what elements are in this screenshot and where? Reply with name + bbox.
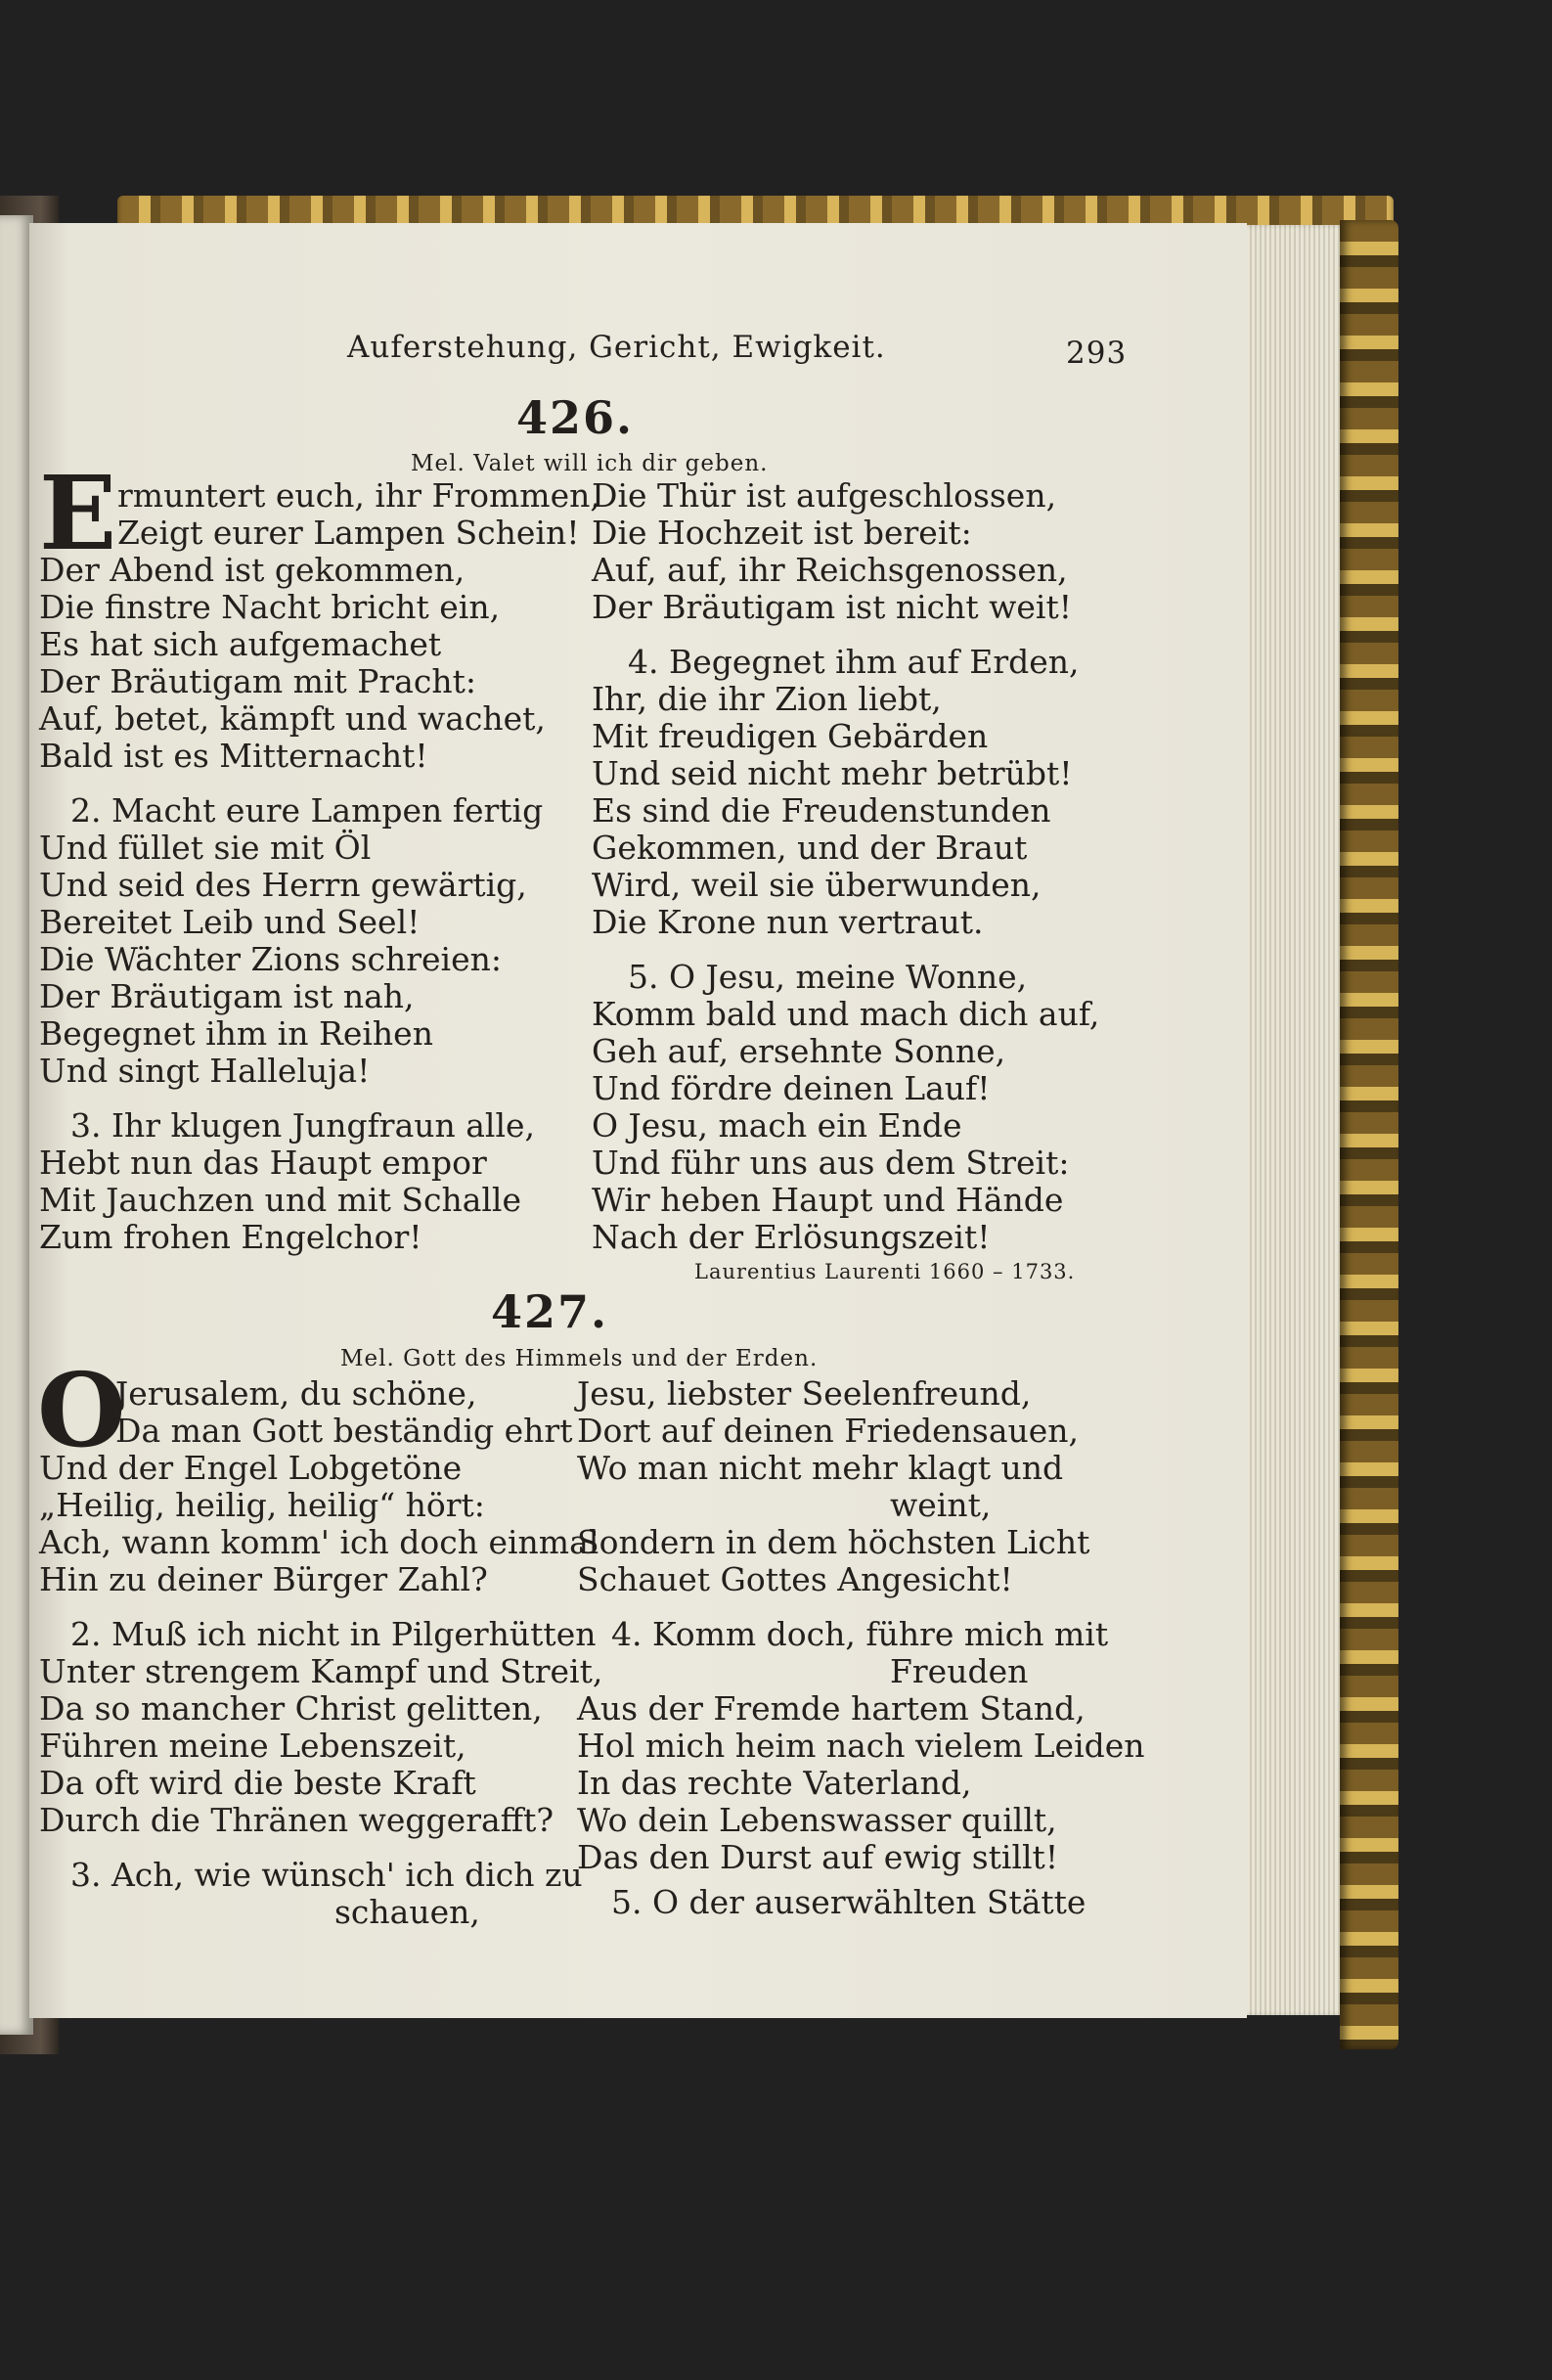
verse-line: In das rechte Vaterland,: [577, 1764, 972, 1802]
verse-line: Die Krone nun vertraut.: [592, 903, 984, 941]
verse-line: Bald ist es Mitternacht!: [39, 737, 428, 775]
verse-line: Und seid des Herrn gewärtig,: [39, 866, 527, 904]
verse-line: Hin zu deiner Bürger Zahl?: [39, 1560, 488, 1598]
running-header: Auferstehung, Gericht, Ewigkeit.: [347, 330, 886, 365]
verse-line: weint,: [890, 1486, 992, 1524]
melody-426: Mel. Valet will ich dir geben.: [411, 451, 769, 476]
hymn-number-427: 427.: [491, 1285, 609, 1338]
verse-line: Zeigt eurer Lampen Schein!: [117, 514, 580, 552]
verse-line: Und fördre deinen Lauf!: [592, 1069, 991, 1107]
verse-line: Gekommen, und der Braut: [592, 829, 1028, 867]
verse-line: Wir heben Haupt und Hände: [592, 1181, 1064, 1219]
verse-line: Der Abend ist gekommen,: [39, 551, 466, 589]
dropcap-426: E: [39, 453, 117, 573]
verse-line: Die Hochzeit ist bereit:: [592, 514, 972, 552]
verse-line: Bereitet Leib und Seel!: [39, 903, 421, 941]
verse-line: Führen meine Lebenszeit,: [39, 1727, 466, 1765]
verse-line: 4. Begegnet ihm auf Erden,: [628, 643, 1080, 681]
verse-line: schauen,: [334, 1893, 480, 1931]
verse-line: Geh auf, ersehnte Sonne,: [592, 1032, 1006, 1070]
verse-line: Und führ uns aus dem Streit:: [592, 1144, 1070, 1182]
verse-line: Mit Jauchzen und mit Schalle: [39, 1181, 522, 1219]
hymn-credit-426: Laurentius Laurenti 1660 – 1733.: [694, 1260, 1076, 1283]
dropcap-427: O: [37, 1350, 126, 1470]
verse-line: Unter strengem Kampf und Streit,: [39, 1652, 603, 1690]
verse-line: „Heilig, heilig, heilig“ hört:: [39, 1486, 485, 1524]
verse-line: Und singt Halleluja!: [39, 1052, 371, 1090]
verse-line: 4. Komm doch, führe mich mit: [611, 1615, 1109, 1653]
verse-line: Hol mich heim nach vielem Leiden: [577, 1727, 1145, 1765]
book-page: [29, 223, 1247, 2018]
verse-line: Der Bräutigam mit Pracht:: [39, 662, 476, 700]
verse-line: Dort auf deinen Friedensauen,: [577, 1412, 1080, 1450]
verse-line: Durch die Thränen weggerafft?: [39, 1801, 554, 1839]
verse-line: Auf, auf, ihr Reichsgenossen,: [592, 551, 1068, 589]
verse-line: Nach der Erlösungszeit!: [592, 1218, 991, 1256]
verse-line: Komm bald und mach dich auf,: [592, 995, 1100, 1033]
verse-line: 5. O Jesu, meine Wonne,: [628, 958, 1028, 996]
verse-line: 5. O der auserwählten Stätte: [611, 1883, 1086, 1921]
verse-line: Die Wächter Zions schreien:: [39, 940, 503, 978]
verse-line: Schauet Gottes Angesicht!: [577, 1560, 1013, 1598]
verse-line: 3. Ihr klugen Jungfraun alle,: [70, 1106, 536, 1145]
verse-line: Sondern in dem höchsten Licht: [577, 1523, 1090, 1561]
verse-line: Die Thür ist aufgeschlossen,: [592, 476, 1057, 515]
verse-line: Es hat sich aufgemachet: [39, 625, 442, 663]
verse-line: Es sind die Freudenstunden: [592, 791, 1051, 830]
verse-line: Ach, wann komm' ich doch einmal: [39, 1523, 599, 1561]
verse-line: Begegnet ihm in Reihen: [39, 1014, 433, 1053]
verse-line: Das den Durst auf ewig stillt!: [577, 1838, 1059, 1876]
page-edges: [1237, 225, 1345, 2015]
verse-line: Jerusalem, du schöne,: [115, 1374, 477, 1413]
verse-line: Der Bräutigam ist nah,: [39, 977, 415, 1015]
verse-line: Zum frohen Engelchor!: [39, 1218, 422, 1256]
left-page-edge: [0, 215, 33, 2035]
verse-line: Wo dein Lebenswasser quillt,: [577, 1801, 1057, 1839]
verse-line: Da oft wird die beste Kraft: [39, 1764, 476, 1802]
verse-line: O Jesu, mach ein Ende: [592, 1106, 962, 1145]
verse-line: Auf, betet, kämpft und wachet,: [39, 699, 546, 738]
melody-427: Mel. Gott des Himmels und der Erden.: [340, 1346, 819, 1371]
verse-line: Und füllet sie mit Öl: [39, 829, 372, 867]
verse-line: Da so mancher Christ gelitten,: [39, 1689, 543, 1728]
verse-line: Der Bräutigam ist nicht weit!: [592, 588, 1072, 626]
verse-line: Wird, weil sie überwunden,: [592, 866, 1042, 904]
verse-line: Mit freudigen Gebärden: [592, 717, 989, 755]
verse-line: Jesu, liebster Seelenfreund,: [577, 1374, 1032, 1413]
verse-line: rmuntert euch, ihr Frommen,: [117, 476, 600, 515]
page-number: 293: [1066, 336, 1128, 371]
verse-line: Ihr, die ihr Zion liebt,: [592, 680, 942, 718]
verse-line: 2. Muß ich nicht in Pilgerhütten: [70, 1615, 597, 1653]
verse-line: Und der Engel Lobgetöne: [39, 1449, 463, 1487]
verse-line: Die finstre Nacht bricht ein,: [39, 588, 501, 626]
verse-line: Freuden: [890, 1652, 1029, 1690]
verse-line: Hebt nun das Haupt empor: [39, 1144, 487, 1182]
verse-line: Und seid nicht mehr betrübt!: [592, 754, 1073, 792]
gilt-right-edge: [1340, 220, 1398, 2049]
verse-line: 2. Macht eure Lampen fertig: [70, 791, 544, 830]
verse-line: 3. Ach, wie wünsch' ich dich zu: [70, 1856, 583, 1894]
verse-line: Aus der Fremde hartem Stand,: [577, 1689, 1086, 1728]
verse-line: Da man Gott beständig ehrt: [115, 1412, 573, 1450]
hymn-number-426: 426.: [516, 391, 635, 444]
verse-line: Wo man nicht mehr klagt und: [577, 1449, 1064, 1487]
